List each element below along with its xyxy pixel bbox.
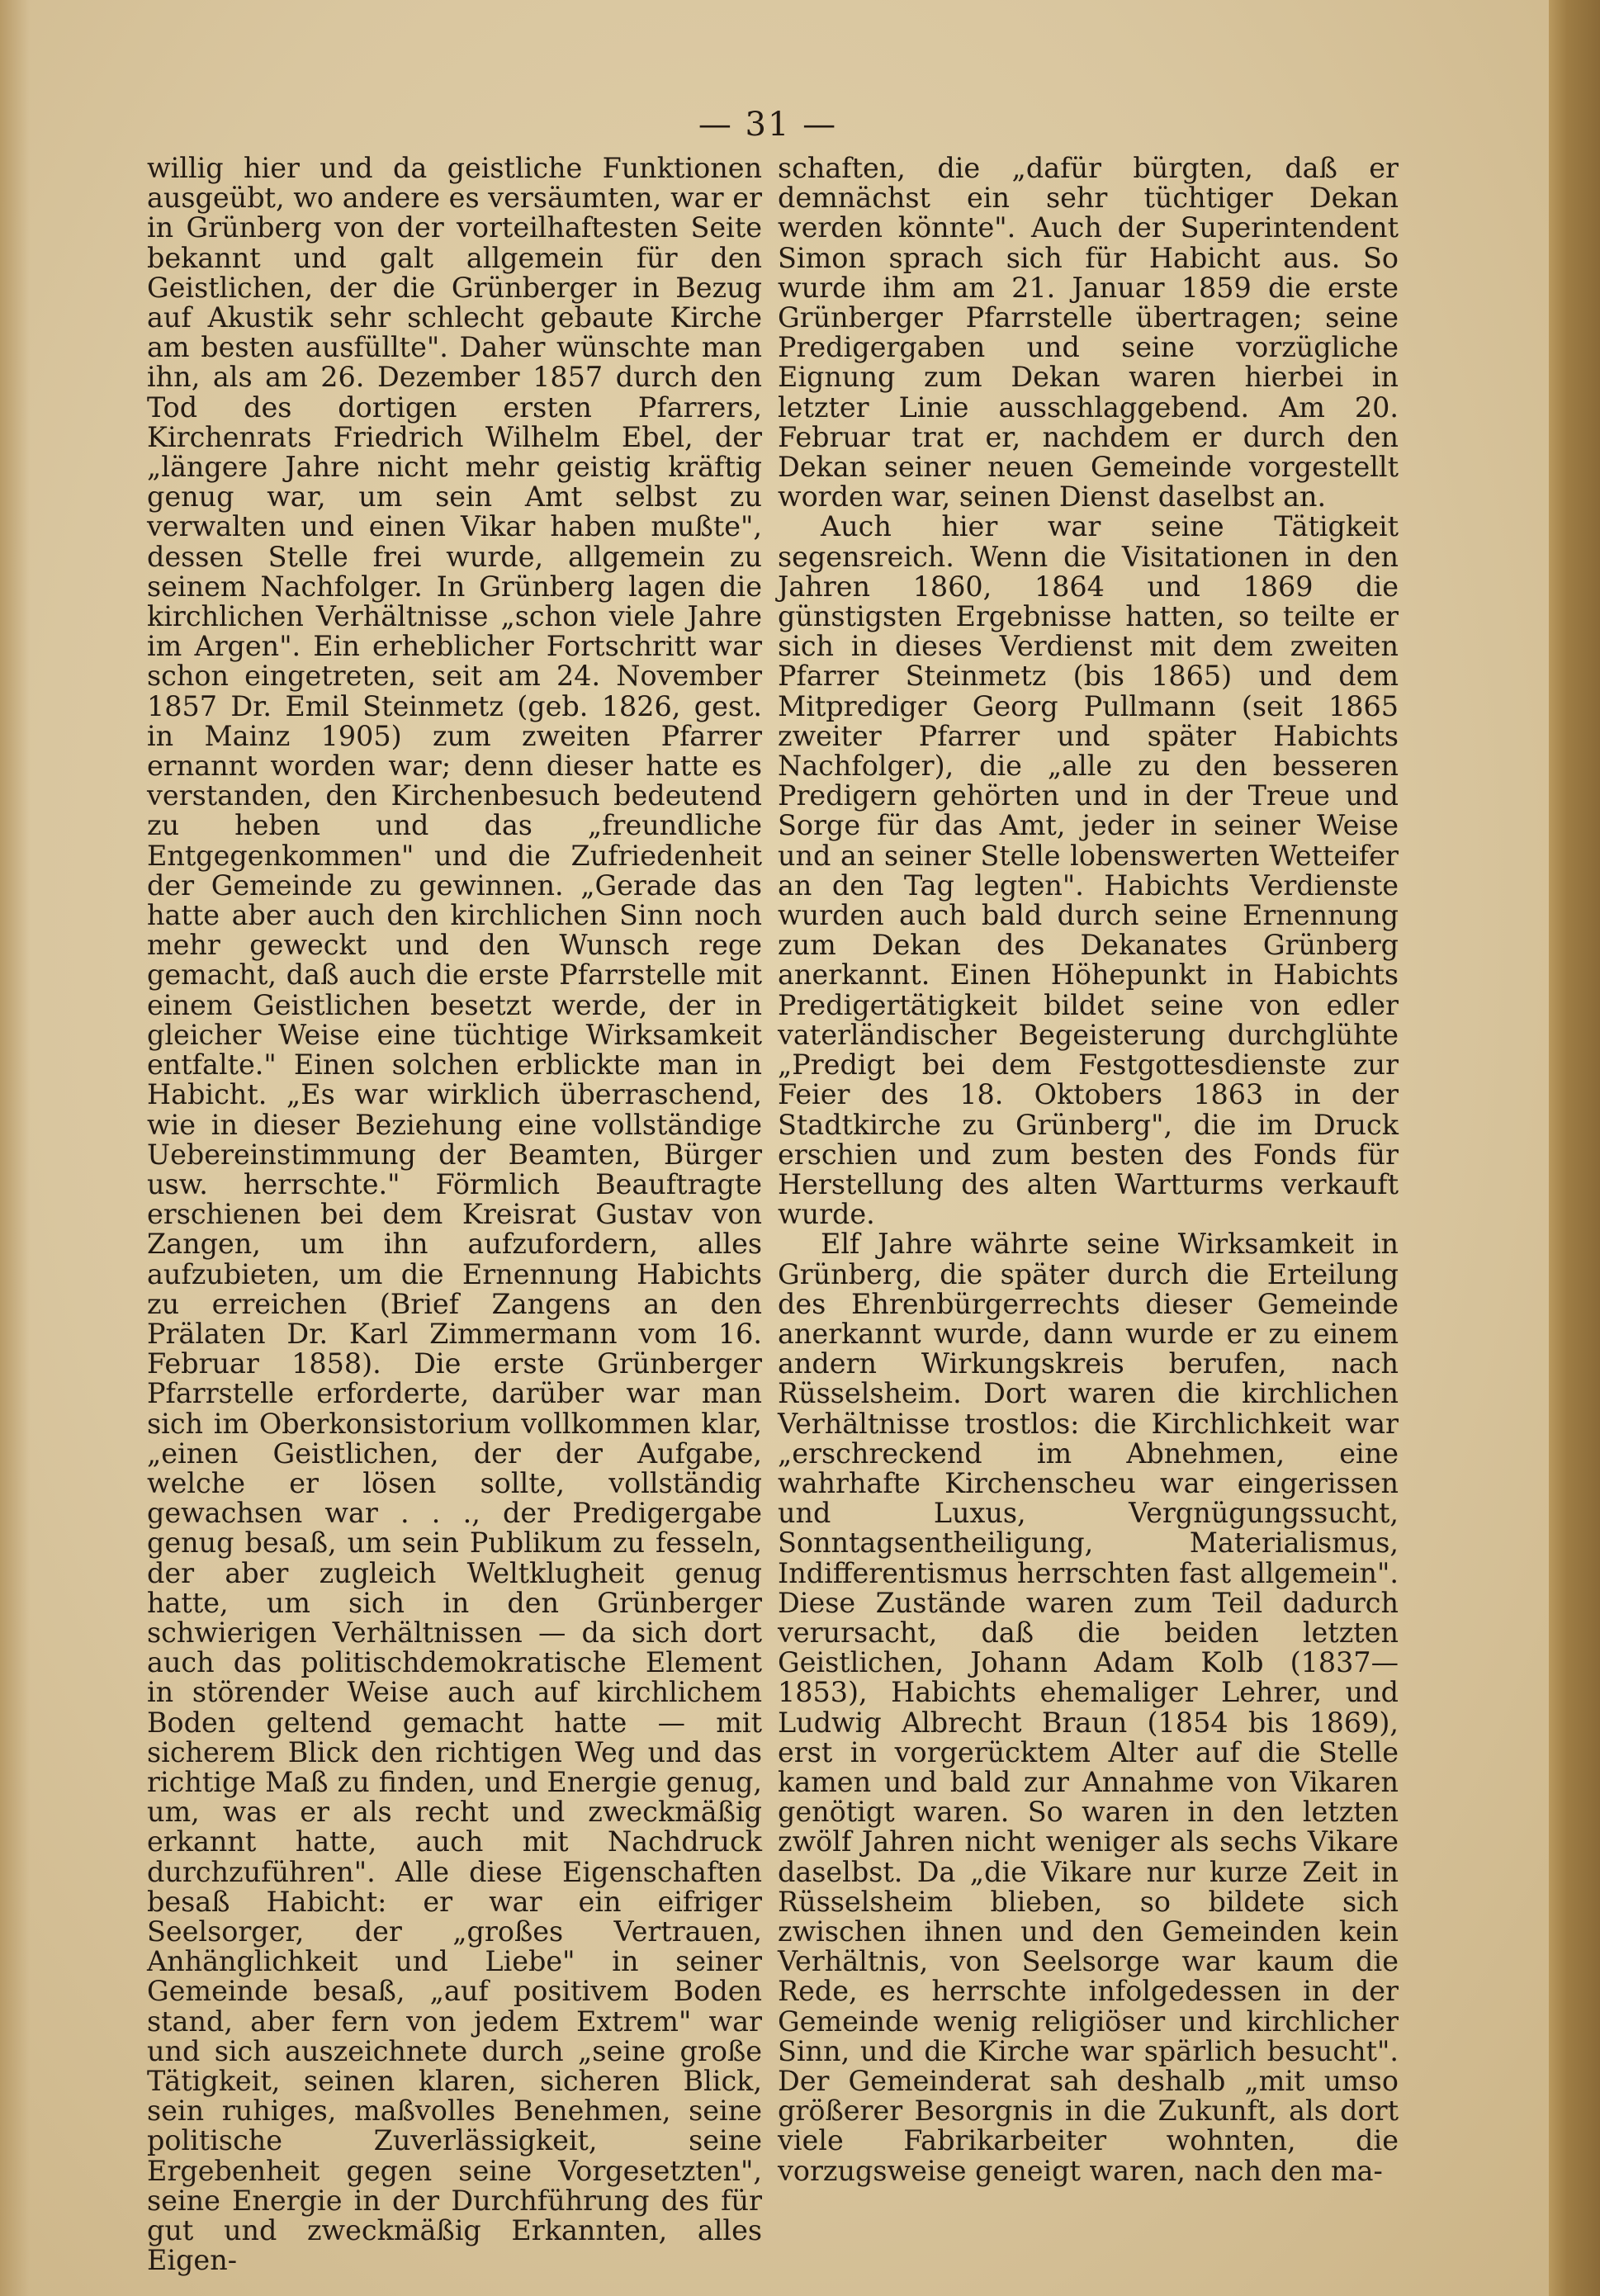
paragraph: Auch hier war seine Tätigkeit segensreich. Wenn die Visitationen in den Jahren 1860, 1864 und 1869 die günstigsten Ergebnisse hatten, so teilte er sich in dieses Verdienst mit dem zweiten Pfarrer Steinmetz (bis 1865) und dem Mitprediger Georg Pullmann (seit 1865 zweiter Pfarrer und später Habichts Nachfolger), die „alle zu den besseren Predigern gehörten und in der Treue und Sorge für das Amt, jeder in seiner Weise und an seiner Stelle lobenswerten Wetteifer an den Tag legten". Habichts Verdienste wurden auch bald durch seine Ernennung zum Dekan des Dekanates Grünberg anerkannt. Einen Höhepunkt in Habichts Predigertätigkeit bildet seine von edler vaterländischer Begeisterung durchglühte „Predigt bei dem Festgottesdienste zur Feier des 18. Oktobers 1863 in der Stadtkirche zu Grünberg", die im Druck erschien und zum besten des Fonds für Herstellung des alten Wartturms verkauft wurde. xyxy=(778,510,1399,1231)
right-text-column xyxy=(778,154,1399,2186)
page-number: — 31 — xyxy=(698,106,838,144)
paragraph: willig hier und da geistliche Funktionen ausgeübt, wo andere es versäumten, war er in Grünberg von der vorteilhaftesten Seite bekannt und galt allgemein für den Geistlichen, der die Grünberger in Bezug auf Akustik sehr schlecht gebaute Kirche am besten ausfüllte". Daher wünschte man ihn, als am 26. Dezember 1857 durch den Tod des dortigen ersten Pfarrers, Kirchenrats Friedrich Wilhelm Ebel, der „längere Jahre nicht mehr geistig kräftig genug war, um sein Amt selbst zu verwalten und einen Vikar haben mußte", dessen Stelle frei wurde, allgemein zu seinem Nachfolger. In Grünberg lagen die kirchlichen Verhältnisse „schon viele Jahre im Argen". Ein erheblicher Fortschritt war schon eingetreten, seit am 24. November 1857 Dr. Emil Steinmetz (geb. 1826, gest. in Mainz 1905) zum zweiten Pfarrer ernannt worden war; denn dieser hatte es verstanden, den Kirchenbesuch bedeutend zu heben und das „freundliche Entgegenkommen" und die Zufriedenheit der Gemeinde zu gewinnen. „Gerade das hatte aber auch den kirchlichen Sinn noch mehr geweckt und den Wunsch rege gemacht, daß auch die erste Pfarrstelle mit einem Geistlichen besetzt werde, der in gleicher Weise eine tüchtige Wirksamkeit entfalte." Einen solchen erblickte man in Habicht. „Es war wirklich überraschend, wie in dieser Beziehung eine vollständige Uebereinstimmung der Beamten, Bürger usw. herrschte." Förmlich Beauftragte erschienen bei dem Kreisrat Gustav von Zangen, um ihn aufzufordern, alles aufzubieten, um die Ernennung Habichts zu erreichen (Brief Zangens an den Prälaten Dr. Karl Zimmermann vom 16. Februar 1858). Die erste Grünberger Pfarrstelle erforderte, darüber war man sich im Oberkonsistorium vollkommen klar, „einen Geistlichen, der der Aufgabe, welche er lösen sollte, vollständig gewachsen war . . ., der Predigergabe genug besaß, um sein Publikum zu fesseln, der aber zugleich Weltklugheit genug hatte, um sich in den Grünberger schwierigen Verhältnissen — da sich dort auch das politischdemokratische Element in störender Weise auch auf kirchlichem Boden geltend gemacht hatte — mit sicherem Blick den richtigen Weg und das richtige Maß zu finden, und Energie genug, um, was er als recht und zweckmäßig erkannt hatte, auch mit Nachdruck durchzuführen". Alle diese Eigenschaften besaß Habicht: er war ein eifriger Seelsorger, der „großes Vertrauen, Anhänglichkeit und Liebe" in seiner Gemeinde besaß, „auf positivem Boden stand, aber fern von jedem Extrem" war und sich auszeichnete durch „seine große Tätigkeit, seinen klaren, sicheren Blick, sein ruhiges, maßvolles Benehmen, seine politische Zuverlässigkeit, seine Ergebenheit gegen seine Vorgesetzten", seine Energie in der Durchführung des für gut und zweckmäßig Erkannten, alles Eigen- xyxy=(147,152,762,2277)
paragraph: schaften, die „dafür bürgten, daß er demnächst ein sehr tüchtiger Dekan werden könnte". Auch der Superintendent Simon sprach sich für Habicht aus. So wurde ihm am 21. Januar 1859 die erste Grünberger Pfarrstelle übertragen; seine Predigergaben und seine vorzügliche Eignung zum Dekan waren hierbei in letzter Linie ausschlaggebend. Am 20. Februar trat er, nachdem er durch den Dekan seiner neuen Gemeinde vorgestellt worden war, seinen Dienst daselbst an. xyxy=(778,152,1399,514)
left-text-column xyxy=(147,154,762,2275)
paragraph: Elf Jahre währte seine Wirksamkeit in Grünberg, die später durch die Erteilung des Ehrenbürgerrechts dieser Gemeinde anerkannt wurde, dann wurde er zu einem andern Wirkungskreis berufen, nach Rüsselsheim. Dort waren die kirchlichen Verhältnisse trostlos: die Kirchlichkeit war „erschreckend im Abnehmen, eine wahrhafte Kirchenscheu war eingerissen und Luxus, Vergnügungssucht, Sonntagsentheiligung, Materialismus, Indifferentismus herrschten fast allgemein". Diese Zustände waren zum Teil dadurch verursacht, daß die beiden letzten Geistlichen, Johann Adam Kolb (1837—1853), Habichts ehemaliger Lehrer, und Ludwig Albrecht Braun (1854 bis 1869), erst in vorgerücktem Alter auf die Stelle kamen und bald zur Annahme von Vikaren genötigt waren. So waren in den letzten zwölf Jahren nicht weniger als sechs Vikare daselbst. Da „die Vikare nur kurze Zeit in Rüsselsheim blieben, so bildete sich zwischen ihnen und den Gemeinden kein Verhältnis, von Seelsorge war kaum die Rede, es herrschte infolgedessen in der Gemeinde wenig religiöser und kirchlicher Sinn, und die Kirche war spärlich besucht". Der Gemeinderat sah deshalb „mit umso größerer Besorgnis in die Zukunft, als dort viele Fabrikarbeiter wohnten, die vorzugsweise geneigt waren, nach den ma- xyxy=(778,1228,1399,2187)
page-left-edge-shadow xyxy=(0,0,30,2296)
book-binding-edge xyxy=(1549,0,1600,2296)
